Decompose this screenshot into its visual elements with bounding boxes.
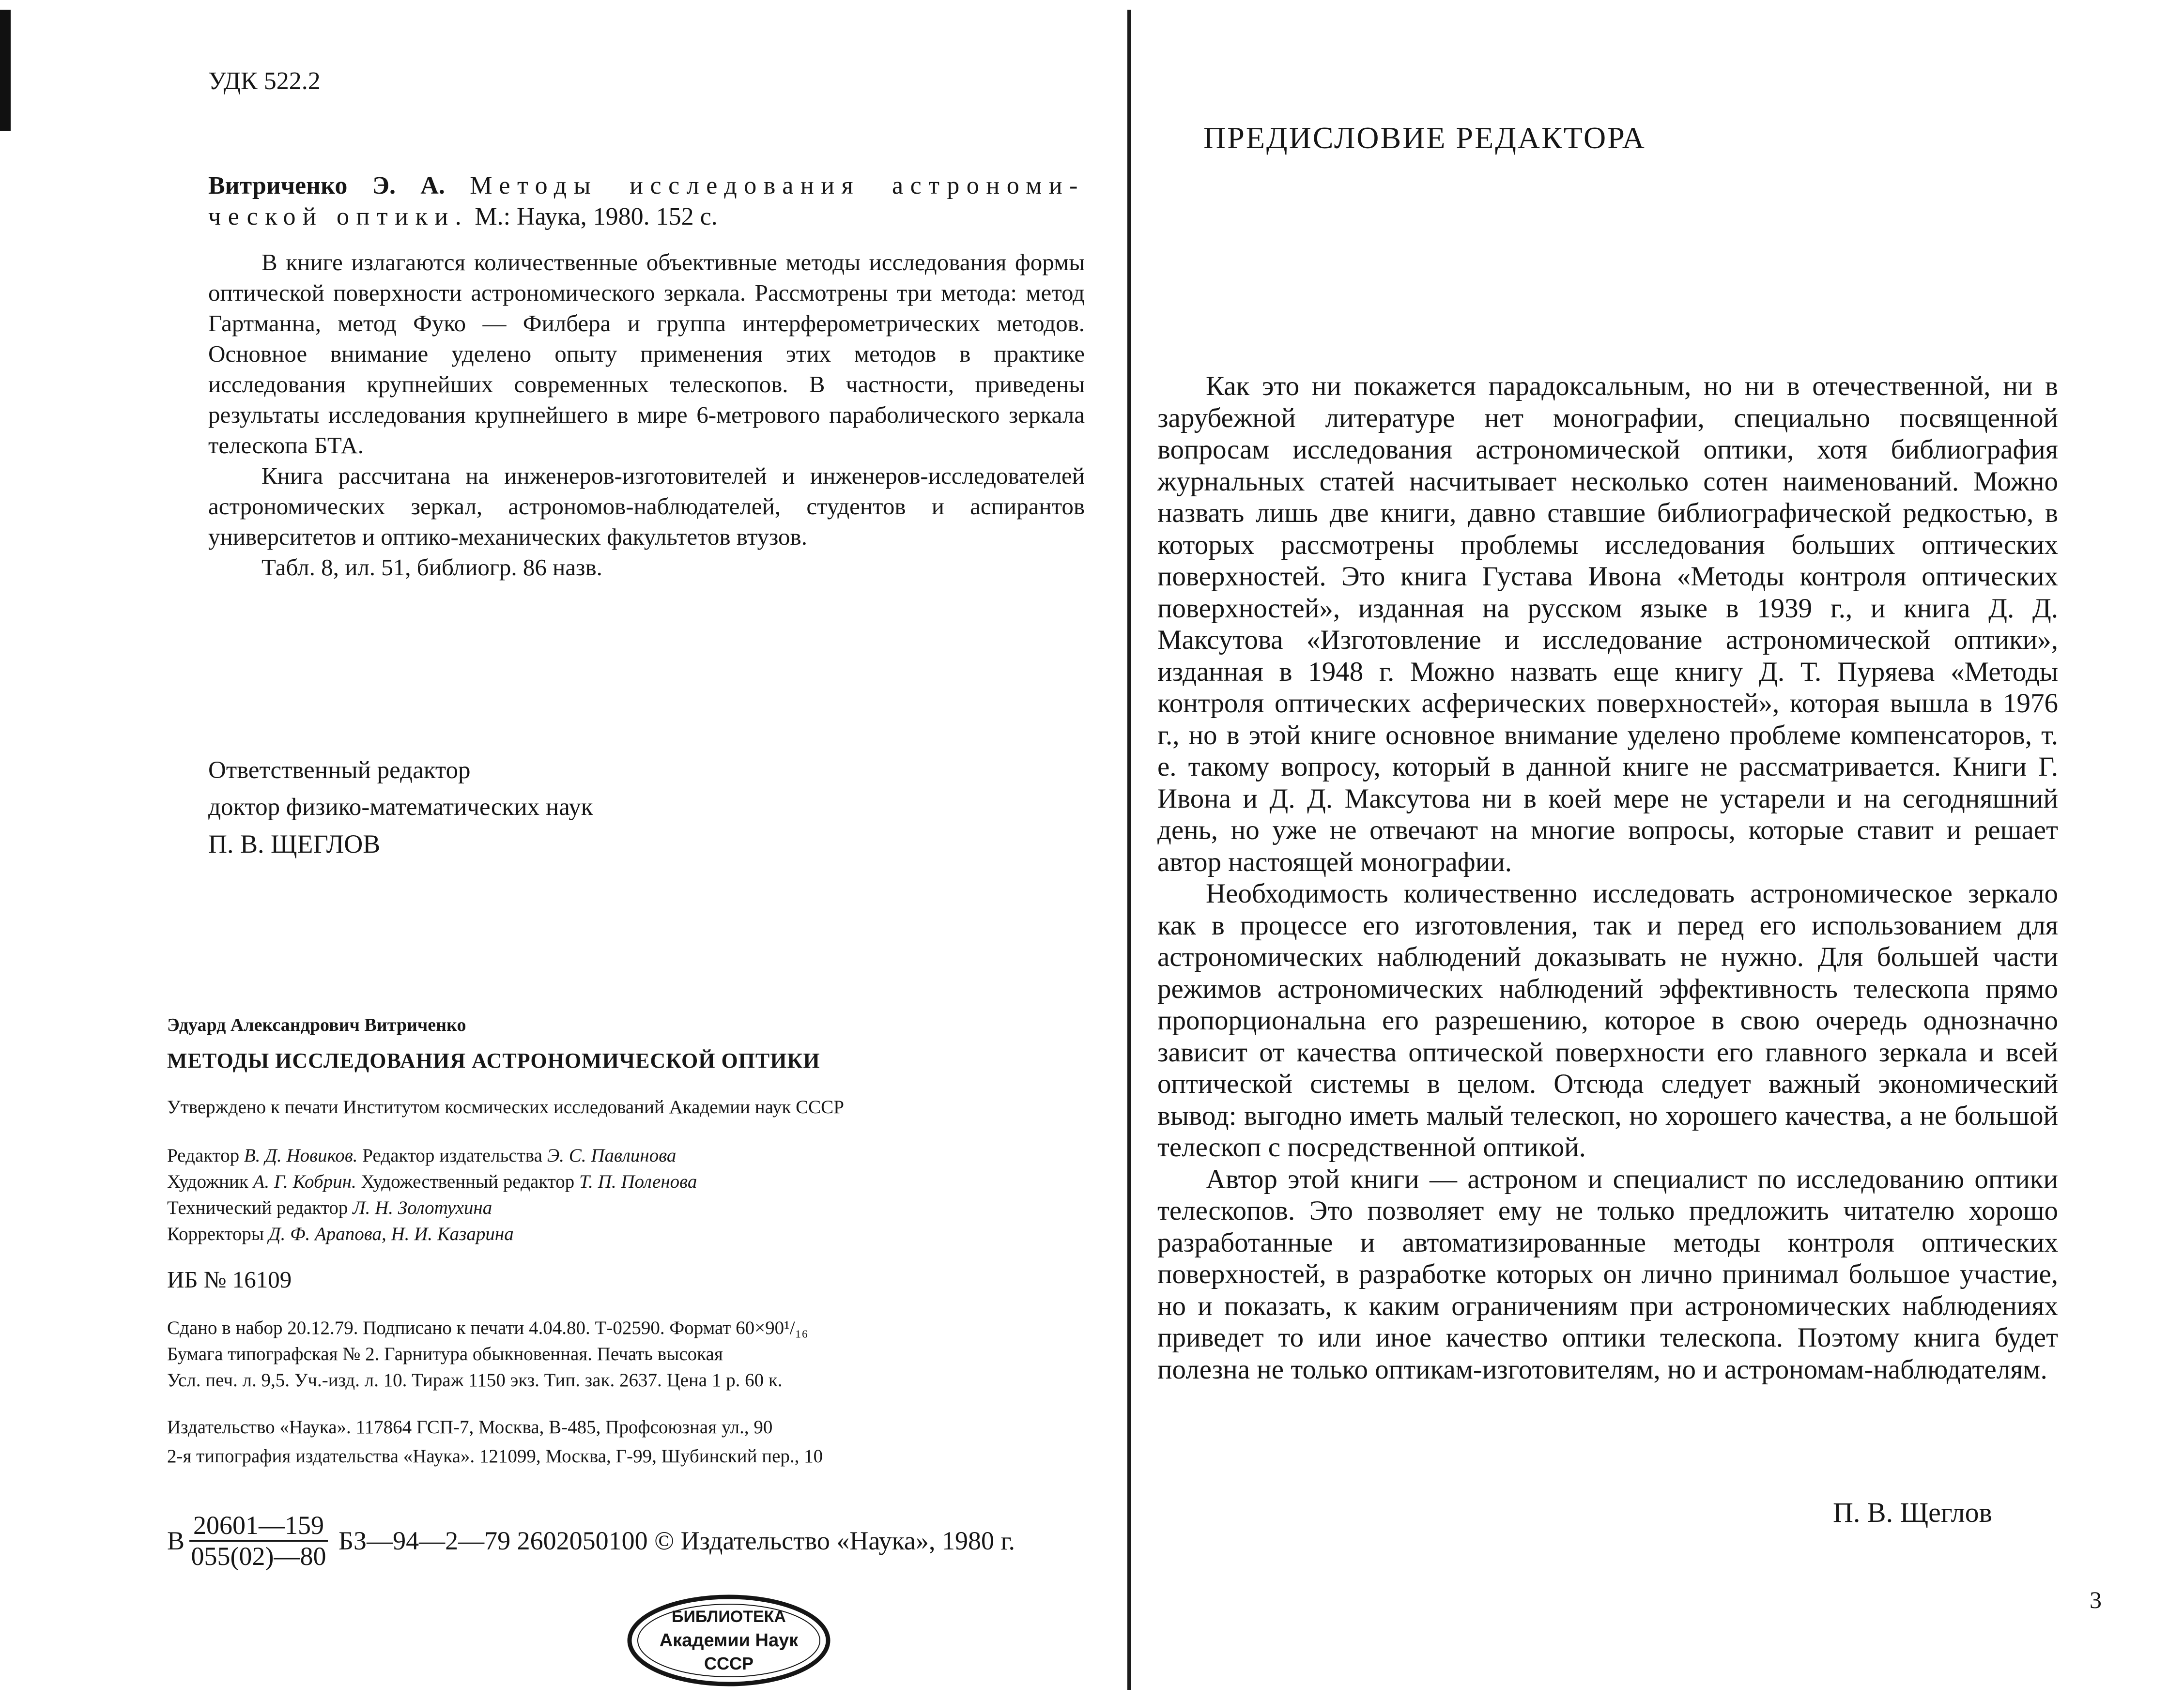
colophon-author: Эдуард Александрович Витриченко <box>167 1015 466 1035</box>
index-prefix: В <box>167 1526 185 1555</box>
preface-body <box>1157 370 2058 1385</box>
page-gutter-divider <box>1127 10 1131 1690</box>
preface-paragraph: Необходимость количественно исследовать астрономическое зеркало как в процессе его изготовления, так и перед его использованием для астрономических наблюдений доказывать не нужно. Для большей части режимов астрономических наблюдений эффективность телескопа прямо пропорциональна его разрешению, которое в свою очередь однозначно зависит от качества оптической поверхности его главного зеркала и всей оптической системы в целом. Отсюда следует важный экономический вывод: выгодно иметь малый телескоп, но хорошего качества, а не большой телескоп с посредственной оптикой. <box>1157 878 2058 1163</box>
biblio-title-part2: ческой оптики. <box>208 203 469 230</box>
biblio-imprint: М.: Наука, 1980. 152 с. <box>475 203 718 230</box>
responsible-editor <box>208 755 593 866</box>
staff-line: Редактор В. Д. Новиков. Редактор издательства Э. С. Павлинова <box>167 1145 677 1166</box>
index-rest: БЗ—94—2—79 2602050100 © Издательство «Наука», 1980 г. <box>338 1526 1015 1555</box>
library-stamp <box>625 1592 833 1689</box>
catalog-index <box>167 1511 1015 1571</box>
publisher-info <box>167 1413 1087 1471</box>
staff-line: Художник А. Г. Кобрин. Художественный редактор Т. П. Поленова <box>167 1171 697 1192</box>
colophon-approval: Утверждено к печати Институтом космических исследований Академии наук СССР <box>167 1097 844 1118</box>
index-denominator: 055(02)—80 <box>191 1542 326 1571</box>
stamp-line-2: Академии Наук <box>659 1630 799 1651</box>
publisher-line: 2-я типография издательства «Наука». 121099, Москва, Г-99, Шубинский пер., 10 <box>167 1446 823 1467</box>
print-data-line: Сдано в набор 20.12.79. Подписано к печати 4.04.80. Т-02590. Формат 60×90¹/₁₆ <box>167 1318 808 1338</box>
udk-code: УДК 522.2 <box>208 67 321 95</box>
biblio-title-part1: Методы исследования астрономи- <box>470 172 1085 199</box>
index-numerator: 20601—159 <box>189 1511 328 1542</box>
preface-paragraph: Как это ни покажется парадоксальным, но ни в отечественной, ни в зарубежной литературе нет монографии, специально посвященной вопросам исследования астрономической оптики, хотя библиография журнальных статей насчитывает несколько сотен наименований. Можно назвать лишь две книги, давно ставшие библиографической редкостью, в которых рассмотрены проблемы исследования больших оптических поверхностей. Это книга Густава Ивона «Методы контроля оптических поверхностей», изданная на русском языке в 1939 г., и книга Д. Д. Максутова «Изготовление и исследование астрономической оптики», изданная в 1948 г. Можно назвать еще книгу Д. Т. Пуряева «Методы контроля оптических асферических поверхностей», которая вышла в 1976 г., но в этой книге основное внимание уделено проблеме компенсаторов, т. е. такому вопросу, который в данной книге не рассматривается. Книги Г. Ивона и Д. Д. Максутова ни в коей мере не устарели и на сегодняшний день, но уже не отвечают на многие вопросы, которые ставит и решает автор настоящей монографии. <box>1157 371 2058 877</box>
abstract-paragraph: В книге излагаются количественные объективные методы исследования формы оптической поверхности астрономического зеркала. Рассмотрены три метода: метод Гартманна, метод Фуко — Филбера и группа интерферометрических методов. Основное внимание уделено опыту применения этих методов в практике исследования крупнейших современных телескопов. В частности, приведены результаты исследования крупнейшего в мире 6-метрового параболического зеркала телескопа БТА. <box>208 249 1085 459</box>
abstract-paragraph: Книга рассчитана на инженеров-изготовителей и инженеров-исследователей астрономических зеркал, астрономов-наблюдателей, студентов и аспирантов университетов и оптико-механических факультетов втузов. <box>208 462 1085 550</box>
print-data <box>167 1315 1087 1394</box>
biblio-author: Витриченко Э. А. <box>208 172 445 199</box>
editor-degree: доктор физико-математических наук <box>208 794 593 821</box>
bibliographic-entry <box>208 170 1085 232</box>
preface-paragraph: Автор этой книги — астроном и специалист по исследованию оптики телескопов. Это позволяет ему не только предложить читателю хорошо разработанные и автоматизированные методы контроля оптических поверхностей, в разработке которых он лично принимал большое участие, но и показать, к каким ограничениям при астрономических наблюдениях приведет то или иное качество оптики телескопа. Поэтому книга будет полезна не только оптикам-изготовителям, но и астрономам-наблюдателям. <box>1157 1164 2058 1385</box>
ib-number: ИБ № 16109 <box>167 1266 292 1293</box>
editor-label: Ответственный редактор <box>208 757 471 784</box>
right-page <box>1136 0 2184 1701</box>
index-fraction <box>189 1511 328 1571</box>
stamp-line-1: БИБЛИОТЕКА <box>672 1608 786 1626</box>
preface-title: ПРЕДИСЛОВИЕ РЕДАКТОРА <box>1203 121 1646 155</box>
print-data-line: Усл. печ. л. 9,5. Уч.-изд. л. 10. Тираж 1150 экз. Тип. зак. 2637. Цена 1 р. 60 к. <box>167 1370 783 1391</box>
colophon-title: МЕТОДЫ ИССЛЕДОВАНИЯ АСТРОНОМИЧЕСКОЙ ОПТИКИ <box>167 1049 820 1073</box>
colophon-staff <box>167 1143 1087 1247</box>
editor-name: П. В. ЩЕГЛОВ <box>208 829 381 858</box>
staff-line: Корректоры Д. Ф. Арапова, Н. И. Казарина <box>167 1224 514 1244</box>
print-data-line: Бумага типографская № 2. Гарнитура обыкновенная. Печать высокая <box>167 1344 723 1364</box>
colophon <box>167 1012 1087 1471</box>
abstract <box>208 247 1085 582</box>
stamp-line-3: СССР <box>704 1654 754 1673</box>
publisher-line: Издательство «Наука». 117864 ГСП-7, Москва, В-485, Профсоюзная ул., 90 <box>167 1417 773 1438</box>
page-number: 3 <box>2090 1586 2102 1613</box>
preface-signature: П. В. Щеглов <box>1833 1497 1992 1528</box>
abstract-stats: Табл. 8, ил. 51, библиогр. 86 назв. <box>261 554 602 581</box>
staff-line: Технический редактор Л. Н. Золотухина <box>167 1197 492 1218</box>
